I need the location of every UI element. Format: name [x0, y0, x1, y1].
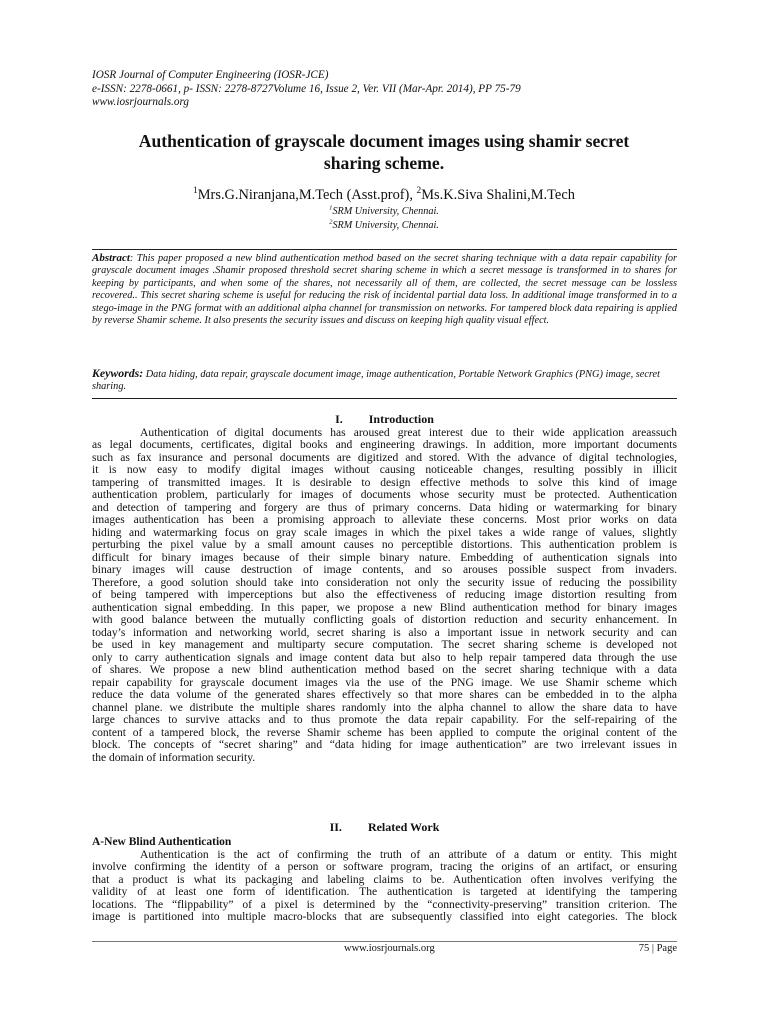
body-line: Authentication is the act of confirming the truth of an attribute of a datum or entity. This might	[140, 849, 677, 861]
section-2-body	[92, 849, 677, 924]
body-line: reduce the data volume of the generated shares effectively so that more shares can be embedded in to the alpha	[92, 689, 677, 702]
body-line: be used in key management and multiparty secure computation. The secret sharing scheme is developed not	[92, 639, 677, 652]
body-line: validity of at least one form of identification. The authentication is targeted at identifying the tampering	[92, 886, 677, 899]
affiliation-2-superscript: 2	[329, 218, 333, 226]
page-footer	[92, 941, 677, 956]
abstract	[92, 252, 677, 328]
body-line: as legal documents, certificates, digital books and engineering drawings. In addition, more important documents	[92, 439, 677, 452]
abstract-label: Abstract	[92, 252, 130, 264]
body-line: involve confirming the identity of a person or software program, tracing the origins of an artifact, or ensuring	[92, 861, 677, 874]
body-line: locations. The “flippability” of a pixel is determined by the “connectivity-preserving” transition criterion. The	[92, 898, 677, 911]
journal-issn: e-ISSN: 2278-0661, p- ISSN: 2278-8727Volume 16, Issue 2, Ver. VII (Mar-Apr. 2014), PP 75-79	[92, 82, 521, 95]
body-line: that a product is what its packaging and labeling claims to be. Authentication often involves verifying the	[92, 873, 677, 886]
body-line: Authentication of digital documents has aroused great interest due to their wide application areassuch	[140, 427, 677, 439]
body-line: only to carry authentication signals and image content data but also to help repair tampered data through the use	[92, 651, 677, 664]
body-line: repair capability for grayscale document images via the use of the PNG image. We use Shamir scheme which	[92, 676, 677, 689]
body-line: difficult for binary images because of their simple binary nature. Embedding of authentication signals into	[92, 551, 677, 564]
affiliation-1-superscript: 1	[329, 204, 333, 212]
body-line: authentication signal embedding. In this paper, we propose a new Blind authentication method for binary images	[92, 601, 677, 614]
affiliation-2-text: SRM University, Chennai.	[332, 220, 439, 231]
section-2-heading	[92, 820, 677, 834]
paper-title-line-2: sharing scheme.	[323, 153, 445, 173]
body-line: perturbing the pixel value by a small amount causes no perceptible distortions. This authentication problem is	[92, 539, 677, 552]
affiliation-2	[80, 220, 688, 232]
subsection-heading: A-New Blind Authentication	[92, 836, 232, 848]
body-line: block. The concepts of “secret sharing” and “data hiding for image authentication” are two irrelevant issues in	[92, 739, 677, 752]
body-line: large chances to survive attacks and to thus promote the data repair capability. For the self-repairing of the	[92, 714, 677, 727]
page-number: 75 | Page	[638, 943, 677, 954]
keywords-label: Keywords:	[92, 366, 144, 380]
body-line: of being tampered with imperceptions but also the effectiveness of reducing image distortion resulting from	[92, 589, 677, 602]
body-line: content of a tampered block, the reverse Shamir scheme has been applied to compute the original content of the	[92, 726, 677, 739]
body-line: and detection of tampering and forgery are thus of primary concerns. Data hiding or watermarking for binary	[92, 501, 677, 514]
author-1-superscript: 1	[193, 186, 198, 197]
body-line: binary images will cause destruction of image contents, and so arouses possible suspect from invaders.	[92, 564, 677, 577]
body-line: tampering of transmitted images. It is desirable to design effective methods to solve this kind of image	[92, 476, 677, 489]
section-1-body	[92, 427, 677, 764]
affiliation-1	[80, 206, 688, 218]
body-line: hiding and watermarking focus on gray scale images in which the pixel takes a wide range of values, slightly	[92, 526, 677, 539]
author-list	[80, 187, 688, 204]
author-2-superscript: 2	[416, 186, 422, 197]
body-line: the domain of information security.	[92, 751, 256, 764]
body-line: images authentication has been a promising approach to alleviate these concerns. Most prior works on data	[92, 514, 677, 527]
body-line: today’s information and networking world, secret sharing is also a important issue in network security and can	[92, 626, 677, 639]
author-1: Mrs.G.Niranjana,M.Tech (Asst.prof),	[197, 187, 417, 203]
affiliation-1-text: SRM University, Chennai.	[332, 206, 439, 217]
section-1-title: Introduction	[368, 412, 434, 426]
body-line: authentication problem, particularly for images of documents whose security must be protected. Authentication	[92, 489, 677, 502]
body-line: of shares. We propose a new blind authentication method based on the secret sharing technique with a data	[92, 664, 677, 677]
paper-title	[80, 130, 688, 174]
body-line: channel plane. we distribute the multiple shares randomly into the alpha channel to allow the share data to have	[92, 701, 677, 714]
body-line: image is partitioned into multiple macro-blocks that are subsequently classified into eight categories. The block	[92, 911, 677, 924]
section-2-number: II.	[329, 820, 342, 834]
body-line: it is now easy to modify digital images without causing noticeable changes, resulting possibly in illicit	[92, 464, 677, 477]
keywords-text: Data hiding, data repair, grayscale document image, image authentication, Portable Network Graphics (PNG) image, secret sharing.	[92, 369, 660, 393]
body-line: with good balance between the mutually conflicting goals of distortion reduction and security enhancement. In	[92, 614, 677, 627]
author-2: Ms.K.Siva Shalini,M.Tech	[421, 187, 575, 203]
abstract-text: : This paper proposed a new blind authentication method based on the secret sharing technique with a data repair capability for grayscale document images .Shamir proposed threshold secret sharing scheme in which a secret message is transformed in to shares for keeping by participants, and when some of the shares, not necessarily all of them, are collected, the secret message can be lossless recovered.. This secret sharing scheme is useful for reducing the risk of incidental partial data loss. In additional image transformed in to a stego-image in the PNG format with an additional alpha channel for transmission on networks. For tampered block data repairing is applied by reverse Shamir scheme. It also presents the security issues and discuss on keeping high quality visual effect.	[92, 253, 677, 327]
journal-site: www.iosrjournals.org	[92, 96, 189, 108]
section-2-title: Related Work	[367, 820, 440, 834]
section-1-number: I.	[335, 412, 343, 426]
journal-name: IOSR Journal of Computer Engineering (IOSR-JCE)	[92, 69, 329, 81]
paper-title-line-1: Authentication of grayscale document images using shamir secret	[138, 131, 630, 151]
body-line: such as fax insurance and personal documents are digitized and stored. With the advance of digital technologies,	[92, 451, 677, 464]
journal-header	[92, 69, 521, 110]
section-1-heading	[92, 412, 677, 426]
body-line: Therefore, a good solution should take into consideration not only the security issue of reducing the possibility	[92, 576, 677, 589]
footer-site: www.iosrjournals.org	[344, 943, 435, 954]
keywords	[92, 367, 677, 393]
